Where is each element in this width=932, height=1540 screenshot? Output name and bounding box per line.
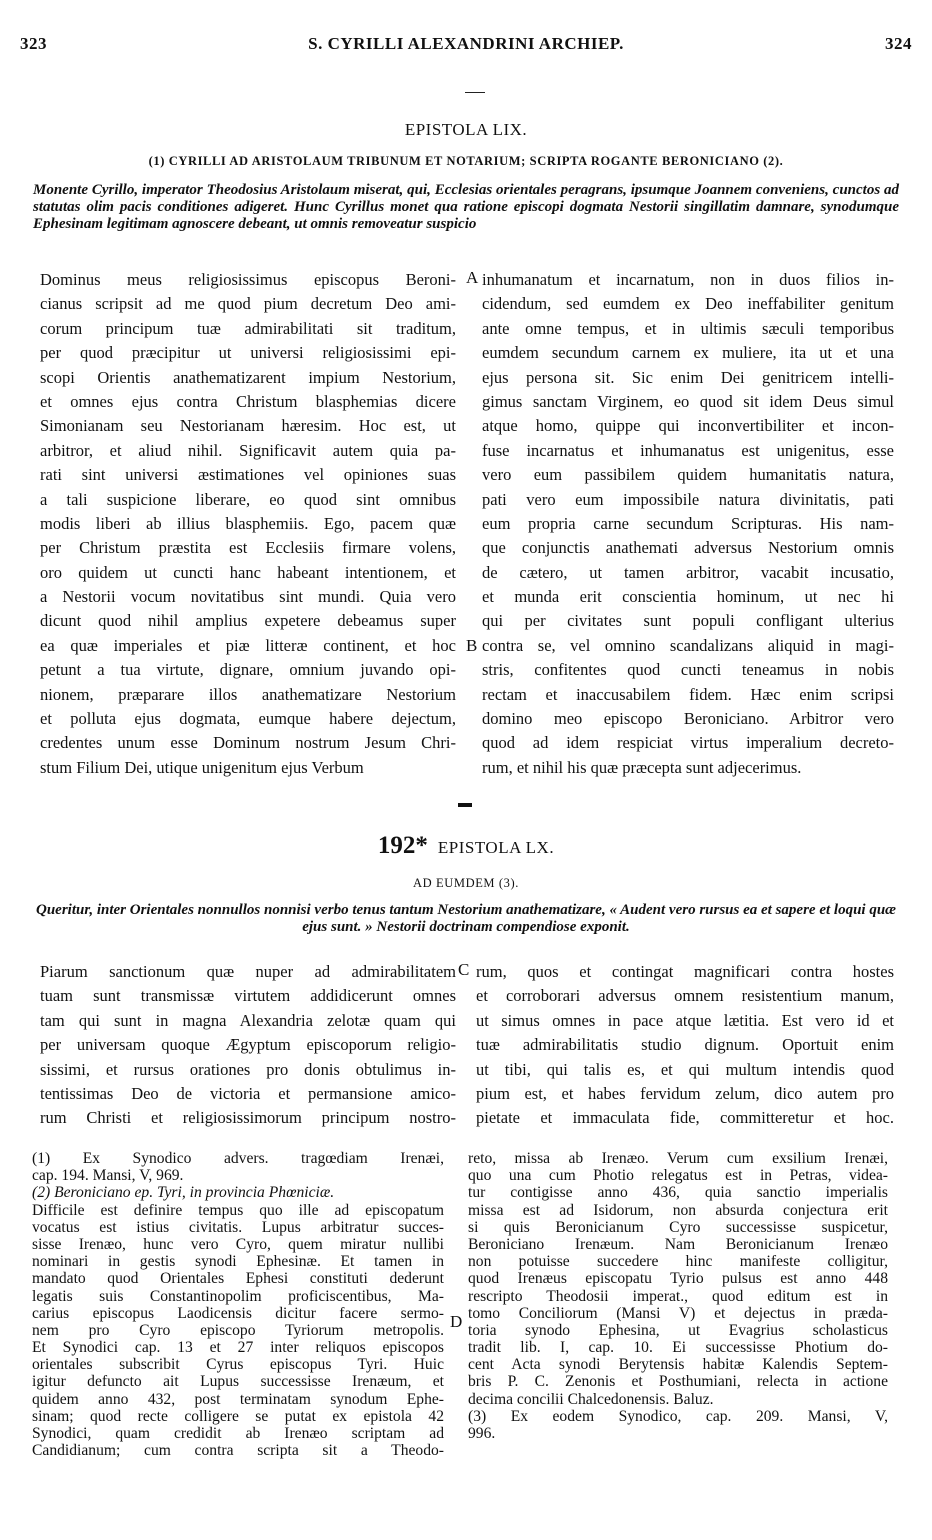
footnote-line: igitur defuncto ait Lupus successisse Irenæum, et <box>32 1373 444 1391</box>
text-line: tentissimas Deo de victoria et permansione amico- <box>40 1083 456 1103</box>
footnote-line: mandato quod Orientales Ephesi constituti dederunt <box>32 1270 444 1288</box>
footnote-line: sisse Irenæo, hunc vero Cyro, quem miratur nullibi <box>32 1235 444 1253</box>
text-line: ut simus omnes in pace atque lætitia. Est vero id et <box>476 1010 894 1030</box>
footnote-line: cent Acta synodi Berytensis habitæ Kalendis Septem- <box>468 1356 888 1374</box>
text-line: rum, quos et contingat magnificari contra hostes <box>476 962 894 981</box>
text-line: pium est, et habes fervidum zelum, dico autem pro <box>476 1083 894 1103</box>
footnote-line: reto, missa ab Irenæo. Verum cum exsilium Irenæi, <box>468 1150 888 1167</box>
text-line: per quod præcipitur ut universi religiosissimi epi- <box>40 343 456 363</box>
text-line: ejus persona sit. Sic enim Dei genitricem intelli- <box>482 367 894 387</box>
text-line: fuse incarnatus et inhumanatus est unigenitus, esse <box>482 440 894 460</box>
footnote-line: carius episcopus Laodicensis dicitur facere sermo- <box>32 1304 444 1322</box>
text-line: dicunt quod nihil amplius expetere debeamus super <box>40 611 456 631</box>
text-line: Dominus meus religiosissimus episcopus Beroni- <box>40 270 456 289</box>
letter-59-title: EPISTOLA LIX. <box>404 120 528 139</box>
text-line: arbitror, et aliud nihil. Significavit autem quia pa- <box>40 440 456 460</box>
separator-rule <box>465 92 485 93</box>
footnote-line: rescripto Theodosii imperat., quod editum est in <box>468 1287 888 1305</box>
margin-letter-a: A <box>466 268 479 287</box>
footnote-line: nominari in gestis synodi Ephesinæ. Et tamen in <box>32 1253 444 1271</box>
text-line: cidendum, sed eumdem ex Deo ineffabiliter genitum <box>482 294 894 314</box>
separator-dash <box>458 803 472 807</box>
text-line: qui per civitates sunt populi confligant ulterius <box>482 611 894 631</box>
margin-letter-c: C <box>458 960 470 979</box>
text-line: contra se, vel omnino scandalizans aliquid in magi- <box>482 635 894 655</box>
letter-59-subtitle: (1) CYRILLI AD ARISTOLAUM TRIBUNUM ET NOTARIUM; SCRIPTA ROGANTE BERONICIANO (2). <box>148 154 784 168</box>
text-line: sissimi, et rursus orationes pro donis obtulimus in- <box>40 1059 456 1079</box>
text-line: et munda erit conscientia hominum, ut nec hi <box>482 587 894 607</box>
text-line: et polluta ejus dogmata, eumque habere dejectum, <box>40 709 456 729</box>
text-line: vero eum passibilem quidem humanitatis natura, <box>482 465 894 485</box>
text-line: petunt a tua virtute, dignare, omnium juvando opi- <box>40 660 456 680</box>
footnote-line: (2) Beroniciano ep. Tyri, in provincia Phœniciæ. <box>32 1184 335 1202</box>
text-line: eumdem secundum carnem ex muliere, ita ut et una <box>482 343 894 363</box>
footnote-line: nem pro Cyro episcopo Tyriorum metropolis. <box>32 1321 444 1339</box>
footnote-line: Beroniciano Irenæum. Nam Beronicianum Irenæo <box>468 1235 888 1253</box>
footnote-line: 996. <box>468 1425 496 1442</box>
text-line: domino meo episcopo Beroniciano. Arbitror vero <box>482 709 894 729</box>
column-number: 192* <box>377 832 428 859</box>
footnote-line: bris P. C. Zenonis et Posthumiani, relecta in actione <box>468 1373 888 1391</box>
footnote-line: Difficile est definire tempus quo ille ad episcopatum <box>32 1201 444 1219</box>
text-line: et omnes ejus contra Christum blasphemias dicere <box>40 391 456 411</box>
footnote-line: tradit lib. I, cap. 10. Ei successisse Photium do- <box>468 1339 888 1357</box>
footnote-line: quidem anno 432, post terminatam synodum Ephe- <box>32 1390 444 1408</box>
footnote-line: toria synodo Ephesina, ut Evagrius scholasticus <box>468 1321 888 1339</box>
text-line: a tali suspicione liberare, eo quod sint omnibus <box>40 489 456 509</box>
text-line: Piarum sanctionum quæ nuper ad admirabilitatem <box>40 962 456 981</box>
text-line: eum propria carne secundum Scripturas. His nam- <box>482 513 894 533</box>
text-line: et corroborari adversus omnem resistentium manum, <box>476 986 894 1006</box>
footnote-line: vocatus est istius civitatis. Lupus arbitratur succes- <box>32 1218 444 1236</box>
text-line: corum principum tuæ admirabilitati sit traditum, <box>40 318 456 338</box>
text-line: gimus sanctam Virginem, eo quod sit idem Deus simul <box>482 391 894 411</box>
letter-60-subtitle: AD EUMDEM (3). <box>413 876 519 890</box>
text-line: atque homo, quippe qui inconvertibiliter et incon- <box>482 416 894 436</box>
footnote-line: Et Synodici cap. 13 et 27 inter reliquos episcopos <box>32 1339 444 1357</box>
text-line: pietate et immaculata fide, committeretur et hoc. <box>476 1108 894 1128</box>
margin-letter-b: B <box>466 636 478 655</box>
footnote-line: Synodici, quam credidit ab Irenæo scriptam ad <box>32 1425 444 1442</box>
letter-60-right-column <box>476 960 894 1131</box>
text-line: rum, et nihil his quæ præcepta sunt adjecerimus. <box>482 757 802 777</box>
text-line: nionem, præparare illos anathematizare Nestorium <box>40 684 456 704</box>
text-line: per universam quoque Ægyptum episcoporum religio- <box>40 1035 456 1055</box>
footnote-line: decima concilii Chalcedonensis. Baluz. <box>468 1390 714 1408</box>
letter-60-left-column <box>40 960 456 1131</box>
text-line: tam qui sunt in magna Alexandria zelotæ quam qui <box>40 1010 456 1030</box>
text-line: rati sint universi æstimationes vel opiniones suas <box>40 465 456 485</box>
text-line: credentes unum esse Dominum nostrum Jesum Chri- <box>40 733 456 753</box>
footnote-line: (3) Ex eodem Synodico, cap. 209. Mansi, V, <box>468 1407 888 1425</box>
footnotes-right-column <box>468 1150 888 1442</box>
text-line: quod ad idem respiciat virtus imperalium decreto- <box>482 733 894 753</box>
footnote-line: tur contigisse anno 436, quia sanctio imperialis <box>468 1184 888 1202</box>
page-number-left: 323 <box>20 34 47 53</box>
text-line: a Nestorii vocum novitatibus sint mundi. Quia vero <box>40 587 456 607</box>
footnote-line: sinam; quod recte colligere se putat ex epistola 42 <box>32 1407 444 1425</box>
text-line: cianus scripsit ad me quod pium decretum Deo ami- <box>40 294 456 314</box>
letter-59-right-column <box>482 268 894 780</box>
text-line: ut tibi, qui talis es, et qui multum intendis quod <box>476 1059 894 1079</box>
margin-letter-d: D <box>450 1312 463 1331</box>
text-line: modis liberi ab illius blasphemiis. Ego, pacem quæ <box>40 513 456 533</box>
footnote-line: orientales subscribit Cyrus episcopus Tyri. Huic <box>32 1356 444 1374</box>
text-line: stris, confitentes quod cuncti teneamus in nobis <box>482 660 894 680</box>
text-line: per Christum præstita est Ecclesiis firmare volens, <box>40 538 456 558</box>
text-line: Simonianam seu Nestorianam hæresim. Hoc est, ut <box>40 416 456 436</box>
footnote-line: non potuisse succedere hinc manifeste colligitur, <box>468 1253 888 1271</box>
letter-60-title: EPISTOLA LX. <box>437 838 555 857</box>
footnote-line: quo una cum Photio relegatus est in Petras, videa- <box>468 1167 888 1185</box>
text-line: oro quidem ut cuncti hanc habeant intentionem, et <box>40 562 456 582</box>
footnotes-left-column <box>32 1150 444 1459</box>
page-number-right: 324 <box>885 34 912 53</box>
text-line: tuæ admirabilitatis studio dignum. Oportuit enim <box>476 1035 894 1055</box>
text-line: rum Christi et religiosissimorum principum nostro- <box>40 1108 456 1128</box>
text-line: scopi Orientis anathematizarent impium Nestorium, <box>40 367 456 387</box>
text-line: que conjunctis anathemati adversus Nestorium omnis <box>482 538 894 558</box>
footnote-line: Candidianum; cum contra scripta sit a Theodo- <box>32 1442 444 1460</box>
footnote-line: tomo Conciliorum (Mansi V) et dejectus in præda- <box>468 1304 888 1322</box>
letter-60-argument: Queritur, inter Orientales nonnullos nonnisi verbo tenus tantum Nestorium anathematizare, « Audent vero rursus ea et sapere et loqui quæ ejus sunt. » Nestorii doctrinam compendiose exponit. <box>35 902 897 935</box>
text-line: pati vero eum impossibile natura divinitatis, pati <box>482 489 894 509</box>
footnote-line: legatis suis Constantinopolim proficiscentibus, Ma- <box>32 1287 444 1305</box>
letter-59-left-column <box>40 268 456 780</box>
text-line: inhumanatum et incarnatum, non in duos filios in- <box>482 270 894 289</box>
letter-60-heading <box>0 832 932 860</box>
text-line: ante omne tempus, et in ultimis sæculi temporibus <box>482 318 894 338</box>
footnote-line: missa est ad Isidorum, non absurda conjectura erit <box>468 1201 888 1219</box>
text-line: rectam et inaccusabilem fidem. Hæc enim scripsi <box>482 684 894 704</box>
text-line: ea quæ imperiales et piæ litteræ continent, et hoc <box>40 635 456 655</box>
letter-59-argument: Monente Cyrillo, imperator Theodosius Aristolaum miserat, qui, Ecclesias orientales peragrans, ipsumque Joannem conveniens, cunctos ad statutas olim pacis conditiones adigeret. Hunc Cyrillus monet qua ratione episcopi dogmata Nestorii singillatim damnare, synodumque Ephesinam legitimam agnoscere debeant, ut omnis removeatur suspicio <box>33 182 899 232</box>
text-line: stum Filium Dei, utique unigenitum ejus Verbum <box>40 757 364 777</box>
footnote-line: si quis Beronicianum Cyro successisse suspicetur, <box>468 1218 888 1236</box>
footnote-line: quod Irenæus episcopatu Tyrio pulsus est anno 448 <box>468 1270 888 1288</box>
running-title: S. CYRILLI ALEXANDRINI ARCHIEP. <box>308 34 624 53</box>
text-line: tuam sunt transmissæ virtutem addidicerunt omnes <box>40 986 456 1006</box>
footnote-line: cap. 194. Mansi, V, 969. <box>32 1167 184 1185</box>
footnote-line: (1) Ex Synodico advers. tragœdiam Irenæi, <box>32 1150 444 1167</box>
text-line: de cætero, ut tamen arbitror, vacabit incusatio, <box>482 562 894 582</box>
